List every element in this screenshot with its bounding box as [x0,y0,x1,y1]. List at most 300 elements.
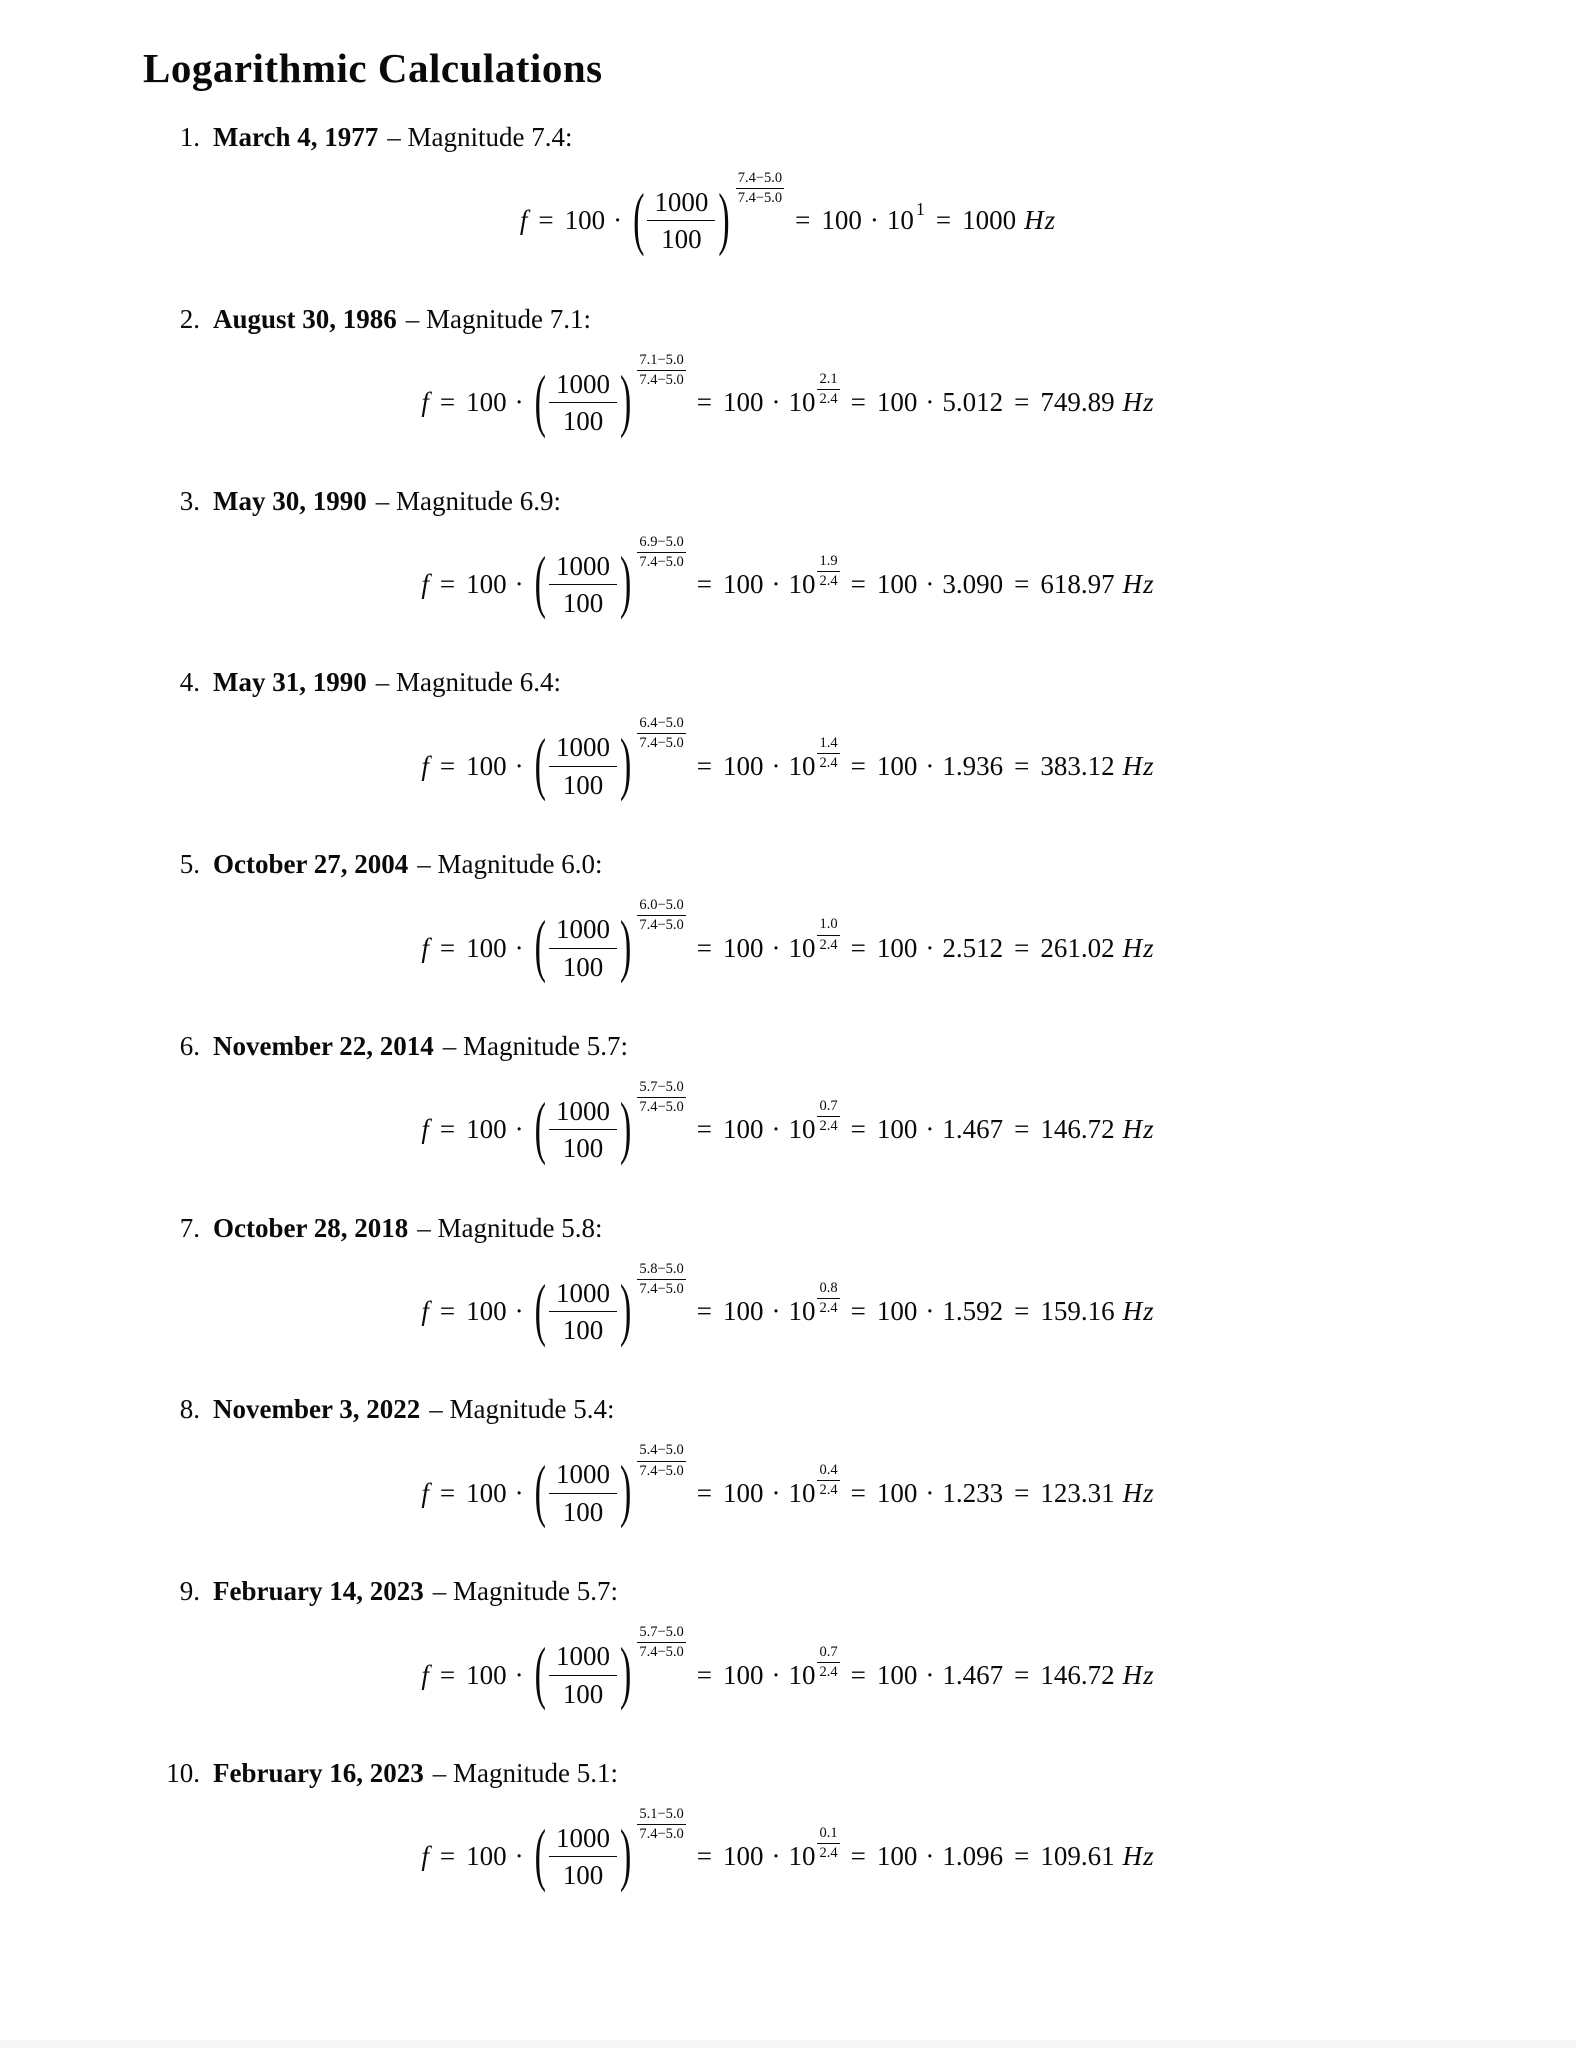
exponent-fraction [736,170,784,207]
eq-equals: = [1014,1114,1030,1145]
base-fraction-denominator: 100 [562,1860,604,1891]
eq-coeff: 100 [876,750,918,781]
exponent-denominator: 7.4−5.0 [639,553,684,570]
eq-result: 749.89 [1040,387,1115,418]
eq-equals: = [850,387,866,418]
eq-equals: = [439,568,456,599]
base-fraction-numerator: 1000 [549,1458,617,1493]
eq-equals: = [439,1114,456,1145]
base-fraction-denominator: 100 [562,587,604,618]
eq-unit: Hz [1024,205,1057,236]
eq-unit: Hz [1122,932,1155,963]
close-paren: ) [619,909,632,985]
close-paren: ) [619,363,632,440]
eq-var-f: f [421,568,429,599]
exponent-numerator: 5.1−5.0 [637,1806,685,1825]
eq-coeff: 100 [722,387,764,418]
eq-cdot: · [771,1296,781,1327]
eq-equals: = [850,1477,866,1508]
power-numerator: 1.9 [817,553,839,572]
eq-coeff: 100 [876,1114,918,1145]
eq-coeff: 100 [722,1296,764,1327]
eq-coeff: 100 [722,932,764,963]
equation [0,711,1576,804]
equation [0,1075,1576,1165]
close-paren: ) [619,545,632,622]
base-fraction-numerator: 1000 [647,186,715,221]
eq-multiplier: 1.233 [942,1477,1004,1508]
eq-equals: = [1014,1659,1030,1690]
item-date: August 30, 1986 [213,303,397,334]
open-paren: ( [534,363,546,440]
base-fraction [549,1640,617,1710]
item-date: February 14, 2023 [213,1576,424,1607]
item-magnitude-label: – Magnitude 5.7: [442,1030,628,1061]
eq-base-ten: 10 [788,568,816,599]
item-magnitude-label: – Magnitude 7.1: [405,303,592,334]
item-magnitude-label: – Magnitude 5.4: [429,1394,615,1425]
eq-multiplier: 1.096 [942,1841,1004,1872]
power-value: 1 [915,199,925,220]
open-paren: ( [534,1090,546,1167]
power-denominator: 2.4 [819,1300,838,1317]
eq-coeff: 100 [466,1841,507,1872]
open-paren: ( [534,909,546,985]
eq-var-f: f [421,1477,429,1508]
exponent-fraction [637,1806,685,1843]
power-denominator: 2.4 [819,936,838,953]
exponent-denominator: 7.4−5.0 [639,1826,684,1843]
exponent-denominator: 7.4−5.0 [639,371,684,388]
item-magnitude-label: – Magnitude 7.4: [387,122,573,152]
base-fraction-denominator: 100 [562,406,604,437]
exponent-fraction [637,352,685,389]
eq-cdot: · [925,932,935,963]
exponent-numerator: 5.7−5.0 [637,1624,685,1643]
item-header [0,1392,1576,1426]
base-fraction [647,186,715,256]
item-date: November 3, 2022 [213,1394,421,1425]
eq-cdot: · [514,1296,524,1327]
equation [0,166,1576,256]
eq-equals: = [439,387,456,418]
equation [0,1620,1576,1713]
base-fraction [549,1458,617,1528]
eq-cdot: · [613,205,623,236]
exponent-numerator: 5.7−5.0 [637,1079,685,1098]
eq-equals: = [439,932,456,963]
eq-cdot: · [925,1114,935,1145]
list-item [0,120,1576,256]
power-fraction [817,1280,839,1317]
list-item [0,665,1576,804]
eq-equals: = [1014,932,1030,963]
base-fraction [549,1277,617,1347]
eq-equals: = [935,205,952,236]
eq-result: 261.02 [1040,932,1115,963]
eq-coeff: 100 [466,568,507,599]
base-fraction-denominator: 100 [562,951,604,982]
base-fraction-numerator: 1000 [549,550,617,585]
eq-var-f: f [421,932,429,963]
base-fraction-numerator: 1000 [549,1822,617,1857]
power-numerator: 1.4 [817,735,839,754]
eq-var-f: f [421,750,429,781]
power-numerator: 0.1 [817,1825,839,1844]
eq-coeff: 100 [722,568,764,599]
eq-coeff: 100 [876,1659,918,1690]
item-number: 4. [179,667,200,698]
eq-coeff: 100 [876,932,918,963]
close-paren: ) [619,727,632,804]
item-magnitude-label: – Magnitude 6.9: [375,485,561,516]
item-number: 6. [179,1030,200,1061]
item-number: 7. [179,1212,200,1243]
exponent-numerator: 6.9−5.0 [637,534,685,553]
item-number: 9. [179,1576,200,1607]
exponent-denominator: 7.4−5.0 [639,1280,684,1297]
equation [0,348,1576,438]
item-date: May 30, 1990 [213,485,367,516]
eq-result: 146.72 [1040,1659,1115,1690]
eq-result: 159.16 [1040,1296,1115,1327]
eq-base-ten: 10 [788,1659,816,1690]
open-paren: ( [534,1272,546,1349]
eq-base-ten: 10 [788,932,816,963]
power-fraction [817,1462,839,1499]
eq-result: 123.31 [1040,1477,1115,1508]
item-date: February 16, 2023 [213,1758,424,1789]
close-paren: ) [718,181,730,258]
exponent-denominator: 7.4−5.0 [737,190,783,207]
base-fraction [549,731,617,801]
eq-equals: = [696,1659,712,1690]
base-fraction-numerator: 1000 [549,731,617,766]
open-paren: ( [633,181,645,258]
eq-equals: = [850,750,866,781]
eq-coeff: 100 [466,932,507,963]
power-numerator: 0.8 [817,1280,839,1299]
power-denominator: 2.4 [819,1481,838,1498]
exponent-fraction [637,1261,685,1298]
eq-cdot: · [771,1659,781,1690]
base-fraction-denominator: 100 [562,1315,604,1346]
item-header [0,484,1576,518]
eq-var-f: f [421,1296,429,1327]
power-fraction [817,371,839,408]
eq-equals: = [1014,568,1030,599]
eq-var-f: f [519,205,528,236]
eq-coeff: 100 [876,1841,918,1872]
list-item [0,1574,1576,1713]
eq-cdot: · [771,568,781,599]
eq-equals: = [696,1296,712,1327]
eq-coeff: 100 [722,1659,764,1690]
equation [0,530,1576,620]
eq-equals: = [439,1296,456,1327]
eq-base-ten: 10 [788,750,816,781]
page-title: Logarithmic Calculations [143,45,603,91]
item-header [0,1211,1576,1245]
eq-multiplier: 5.012 [942,387,1004,418]
eq-coeff: 100 [564,205,606,236]
power-denominator: 2.4 [819,754,838,771]
base-fraction-denominator: 100 [562,769,604,800]
exponent-fraction [637,534,685,571]
eq-base-ten: 10 [788,387,816,418]
power-denominator: 2.4 [819,1663,838,1680]
equation [0,1438,1576,1531]
base-fraction [549,1822,617,1892]
power-denominator: 2.4 [819,572,838,589]
power-numerator: 0.4 [817,1462,839,1481]
eq-cdot: · [869,205,879,236]
exponent-numerator: 5.8−5.0 [637,1261,685,1280]
eq-coeff: 100 [466,1114,507,1145]
eq-var-f: f [421,1114,429,1145]
equation [0,1257,1576,1347]
eq-result: 383.12 [1040,750,1115,781]
eq-var-f: f [421,387,429,418]
power-denominator: 2.4 [819,1118,838,1135]
eq-equals: = [696,1114,712,1145]
eq-equals: = [439,1659,456,1690]
base-fraction-numerator: 1000 [549,913,617,948]
eq-cdot: · [771,387,781,418]
power-numerator: 1.0 [817,916,839,935]
base-fraction-denominator: 100 [562,1496,604,1527]
item-number: 8. [179,1394,200,1425]
eq-cdot: · [771,1477,781,1508]
base-fraction [549,550,617,620]
eq-unit: Hz [1122,1114,1155,1145]
calculation-list [0,120,1576,1892]
exponent-denominator: 7.4−5.0 [639,735,684,752]
base-fraction [549,1095,617,1165]
exponent-fraction [637,715,685,752]
eq-unit: Hz [1122,568,1155,599]
base-fraction-denominator: 100 [562,1678,604,1709]
eq-coeff: 100 [876,1477,918,1508]
list-item [0,1756,1576,1892]
eq-cdot: · [514,387,524,418]
item-header [0,1029,1576,1063]
list-item [0,1029,1576,1165]
eq-coeff: 100 [466,750,507,781]
eq-multiplier: 3.090 [942,568,1004,599]
eq-equals: = [795,205,811,236]
power-denominator: 2.4 [819,1845,838,1862]
eq-cdot: · [514,750,524,781]
exponent-fraction [637,1442,685,1479]
item-number: 10. [166,1758,200,1789]
base-fraction-numerator: 1000 [549,1640,617,1675]
eq-equals: = [696,1841,712,1872]
eq-coeff: 100 [466,1296,507,1327]
eq-equals: = [1014,1296,1030,1327]
eq-equals: = [439,1841,456,1872]
item-header [0,847,1576,881]
base-fraction-numerator: 1000 [549,368,617,403]
eq-equals: = [439,1477,456,1508]
power-fraction [817,1644,839,1681]
close-paren: ) [619,1636,632,1713]
close-paren: ) [619,1454,632,1531]
list-item [0,302,1576,438]
power-fraction [817,916,839,953]
eq-multiplier: 1.592 [942,1296,1004,1327]
close-paren: ) [619,1272,632,1349]
eq-base-ten: 10 [886,205,914,236]
eq-equals: = [696,387,712,418]
base-fraction-numerator: 1000 [549,1095,617,1130]
item-magnitude-label: – Magnitude 5.8: [417,1212,603,1243]
eq-equals: = [696,1477,712,1508]
item-header [0,1574,1576,1608]
exponent-fraction [637,897,685,934]
item-date: November 22, 2014 [213,1030,434,1061]
eq-cdot: · [925,1477,935,1508]
eq-cdot: · [925,1841,935,1872]
eq-equals: = [696,750,712,781]
exponent-numerator: 6.4−5.0 [637,715,685,734]
eq-multiplier: 1.467 [942,1114,1004,1145]
eq-coeff: 100 [466,1477,507,1508]
eq-base-ten: 10 [788,1296,816,1327]
eq-cdot: · [925,1296,935,1327]
item-magnitude-label: – Magnitude 5.1: [432,1758,618,1789]
item-date: October 28, 2018 [213,1212,409,1243]
eq-cdot: · [925,750,935,781]
list-item [0,1211,1576,1347]
power-fraction [817,1825,839,1862]
eq-base-ten: 10 [788,1841,816,1872]
exponent-denominator: 7.4−5.0 [639,1644,684,1661]
eq-equals: = [538,205,554,236]
exponent-numerator: 7.1−5.0 [637,352,685,371]
eq-cdot: · [514,1114,524,1145]
item-number: 5. [179,849,200,880]
eq-unit: Hz [1122,387,1155,418]
exponent-denominator: 7.4−5.0 [639,1099,684,1116]
open-paren: ( [534,1636,546,1713]
item-magnitude-label: – Magnitude 6.0: [417,849,603,880]
eq-result: 146.72 [1040,1114,1115,1145]
eq-equals: = [850,932,866,963]
power-fraction [817,553,839,590]
item-number: 3. [179,485,200,516]
eq-equals: = [850,1659,866,1690]
eq-coeff: 100 [466,1659,507,1690]
eq-coeff: 100 [722,1477,764,1508]
item-header [0,665,1576,699]
equation [0,1802,1576,1892]
base-fraction-numerator: 1000 [549,1277,617,1312]
list-item [0,1392,1576,1531]
eq-base-ten: 10 [788,1114,816,1145]
item-date: October 27, 2004 [213,849,409,880]
eq-result: 1000 [962,205,1017,236]
eq-equals: = [850,1296,866,1327]
eq-unit: Hz [1122,1296,1155,1327]
eq-cdot: · [925,387,935,418]
eq-coeff: 100 [722,750,764,781]
eq-var-f: f [421,1659,429,1690]
power-fraction [817,735,839,772]
exponent-fraction [637,1079,685,1116]
item-number: 2. [179,303,200,334]
eq-equals: = [1014,1477,1030,1508]
eq-coeff: 100 [722,1114,764,1145]
item-header [0,120,1576,154]
eq-result: 109.61 [1040,1841,1115,1872]
base-fraction [549,368,617,438]
eq-cdot: · [514,1841,524,1872]
open-paren: ( [534,1454,546,1531]
eq-coeff: 100 [722,1841,764,1872]
exponent-numerator: 5.4−5.0 [637,1442,685,1461]
eq-coeff: 100 [466,387,507,418]
eq-unit: Hz [1122,1659,1155,1690]
item-magnitude-label: – Magnitude 5.7: [432,1576,618,1607]
eq-equals: = [1014,750,1030,781]
item-date: March 4, 1977 [213,122,379,152]
eq-cdot: · [925,1659,935,1690]
power-numerator: 2.1 [817,371,839,390]
eq-equals: = [696,568,712,599]
close-paren: ) [619,1090,632,1167]
eq-cdot: · [514,1477,524,1508]
eq-coeff: 100 [876,1296,918,1327]
bottom-page-edge [0,2040,1576,2048]
eq-multiplier: 1.936 [942,750,1004,781]
eq-cdot: · [771,932,781,963]
eq-cdot: · [771,750,781,781]
eq-coeff: 100 [821,205,862,236]
exponent-denominator: 7.4−5.0 [639,1462,684,1479]
equation [0,893,1576,983]
eq-coeff: 100 [876,387,918,418]
item-header [0,302,1576,336]
power-fraction [817,1098,839,1135]
eq-multiplier: 1.467 [942,1659,1004,1690]
eq-unit: Hz [1122,750,1155,781]
eq-equals: = [1014,387,1030,418]
item-date: May 31, 1990 [213,667,367,698]
base-fraction-denominator: 100 [661,224,702,255]
exponent-denominator: 7.4−5.0 [639,917,684,934]
eq-var-f: f [421,1841,429,1872]
open-paren: ( [534,545,546,622]
open-paren: ( [534,1817,546,1894]
eq-result: 618.97 [1040,568,1115,599]
eq-cdot: · [925,568,935,599]
eq-coeff: 100 [876,568,918,599]
eq-cdot: · [514,1659,524,1690]
exponent-numerator: 7.4−5.0 [736,170,784,189]
eq-cdot: · [771,1114,781,1145]
power-numerator: 0.7 [817,1644,839,1663]
eq-equals: = [439,750,456,781]
eq-base-ten: 10 [788,1477,816,1508]
list-item [0,847,1576,983]
eq-cdot: · [514,568,524,599]
eq-unit: Hz [1122,1841,1155,1872]
exponent-fraction [637,1624,685,1661]
item-number: 1. [179,122,200,152]
list-item [0,484,1576,620]
eq-cdot: · [771,1841,781,1872]
